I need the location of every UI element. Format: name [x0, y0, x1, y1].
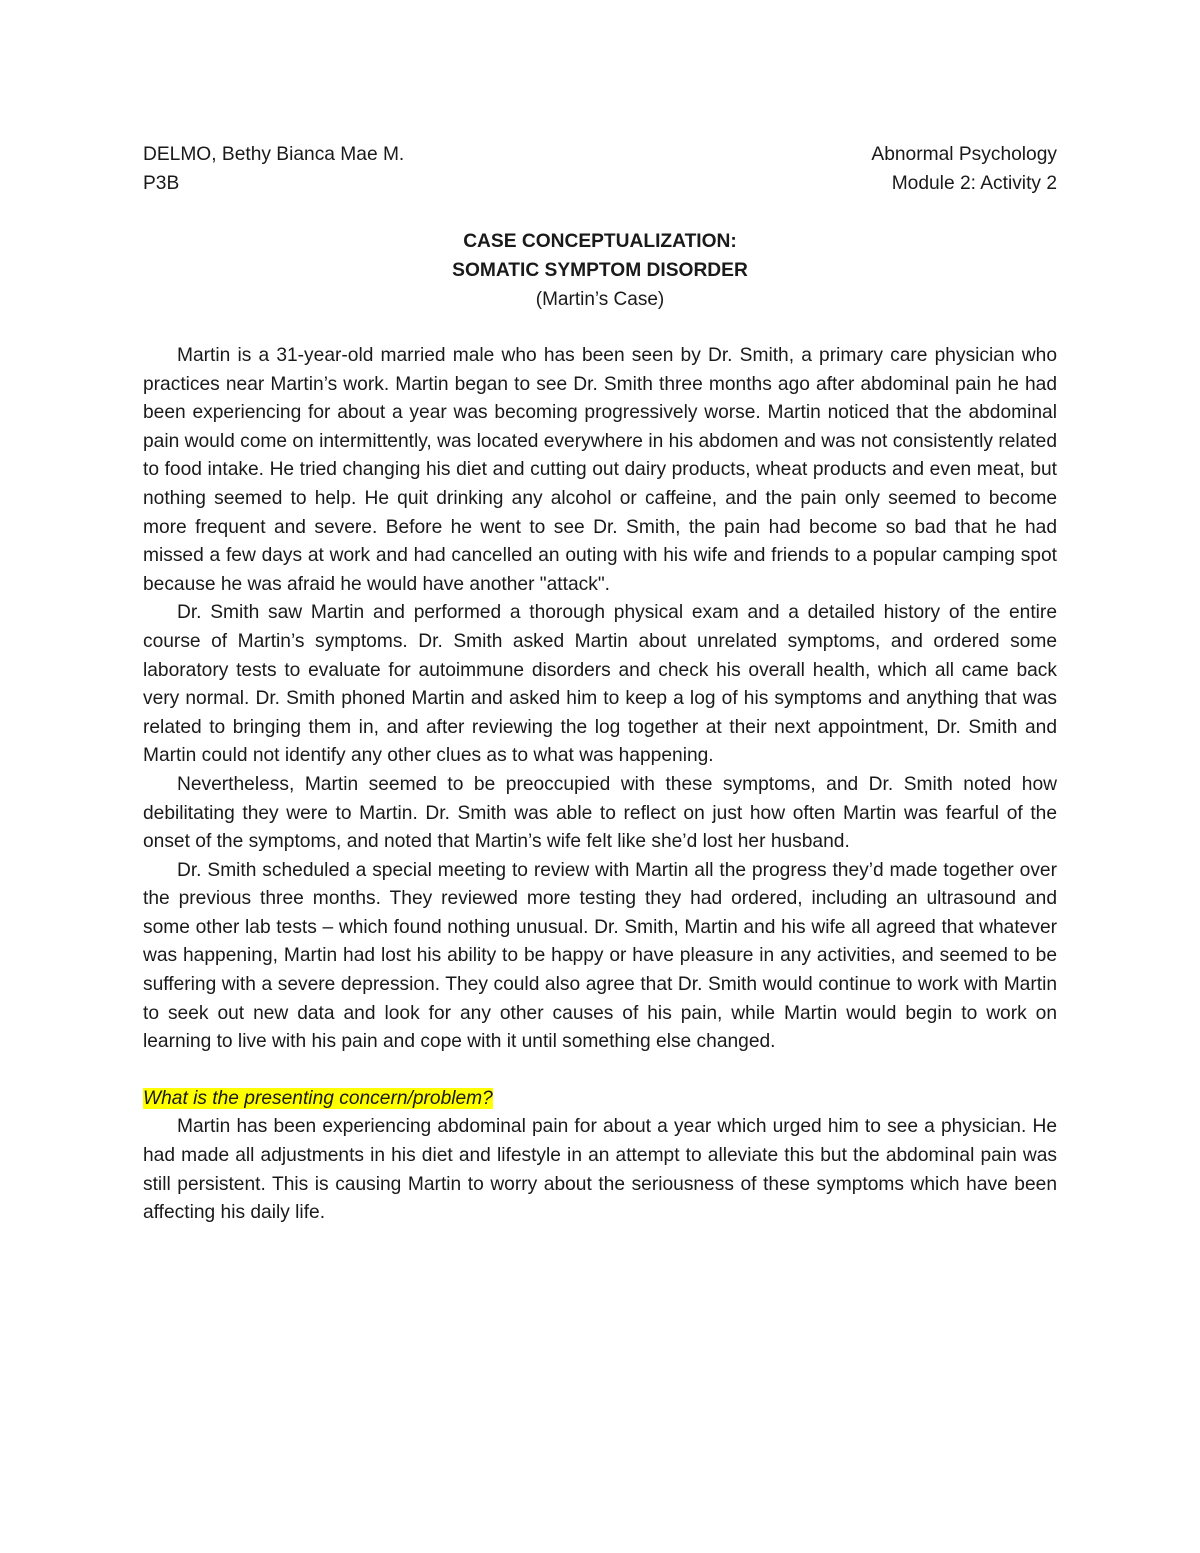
question-answer: Martin has been experiencing abdominal pain for about a year which urged him to see a physician. He had made all adjustments in his diet and lifestyle in an attempt to alleviate this but the abdominal pain was still persistent. This is causing Martin to worry about the seriousness of these symptoms which have been affecting his daily life. — [143, 1116, 1057, 1224]
title-block — [143, 227, 1057, 314]
header-row-2 — [143, 169, 1057, 198]
document-title-line-2: SOMATIC SYMPTOM DISORDER — [452, 260, 748, 281]
course-name: Abnormal Psychology — [871, 144, 1057, 165]
case-paragraph: Nevertheless, Martin seemed to be preoccupied with these symptoms, and Dr. Smith noted how debilitating they were to Martin. Dr. Smith was able to reflect on just how often Martin was fearful of the onset of the symptoms, and noted that Martin’s wife felt like she’d lost her husband. — [143, 773, 1057, 853]
header-row-1 — [143, 140, 1057, 169]
question-section — [143, 1085, 1057, 1228]
student-name: DELMO, Bethy Bianca Mae M. — [143, 144, 405, 165]
student-section: P3B — [143, 173, 180, 194]
question-heading: What is the presenting concern/problem? — [143, 1087, 493, 1109]
case-body — [143, 342, 1057, 1057]
document-title-line-1: CASE CONCEPTUALIZATION: — [463, 231, 737, 252]
case-paragraph: Martin is a 31-year-old married male who has been seen by Dr. Smith, a primary care physician who practices near Martin’s work. Martin began to see Dr. Smith three months ago after abdominal pain he had been experiencing for about a year was becoming progressively worse. Martin noticed that the abdominal pain would come on intermittently, was located everywhere in his abdomen and was not consistently related to food intake. He tried changing his diet and cutting out dairy products, wheat products and even meat, but nothing seemed to help. He quit drinking any alcohol or caffeine, and the pain only seemed to become more frequent and severe. Before he went to see Dr. Smith, the pain had become so bad that he had missed a few days at work and had cancelled an outing with his wife and friends to a popular camping spot because he was afraid he would have another "attack". — [143, 345, 1057, 595]
case-paragraph: Dr. Smith scheduled a special meeting to review with Martin all the progress they’d made together over the previous three months. They reviewed more testing they had ordered, including an ultrasound and some other lab tests – which found nothing unusual. Dr. Smith, Martin and his wife all agreed that whatever was happening, Martin had lost his ability to be happy or have pleasure in any activities, and seemed to be suffering with a severe depression. They could also agree that Dr. Smith would continue to work with Martin to seek out new data and look for any other causes of his pain, while Martin would begin to work on learning to live with his pain and cope with it until something else changed. — [143, 859, 1057, 1053]
activity-label: Module 2: Activity 2 — [891, 173, 1057, 194]
document-subtitle: (Martin’s Case) — [535, 289, 665, 310]
document-content — [143, 140, 1057, 1228]
question-heading-row — [143, 1085, 1057, 1114]
case-paragraph: Dr. Smith saw Martin and performed a thorough physical exam and a detailed history of the entire course of Martin’s symptoms. Dr. Smith asked Martin about unrelated symptoms, and ordered some laboratory tests to evaluate for autoimmune disorders and check his overall health, which all came back very normal. Dr. Smith phoned Martin and asked him to keep a log of his symptoms and anything that was related to bringing them in, and after reviewing the log together at their next appointment, Dr. Smith and Martin could not identify any other clues as to what was happening. — [143, 602, 1057, 767]
